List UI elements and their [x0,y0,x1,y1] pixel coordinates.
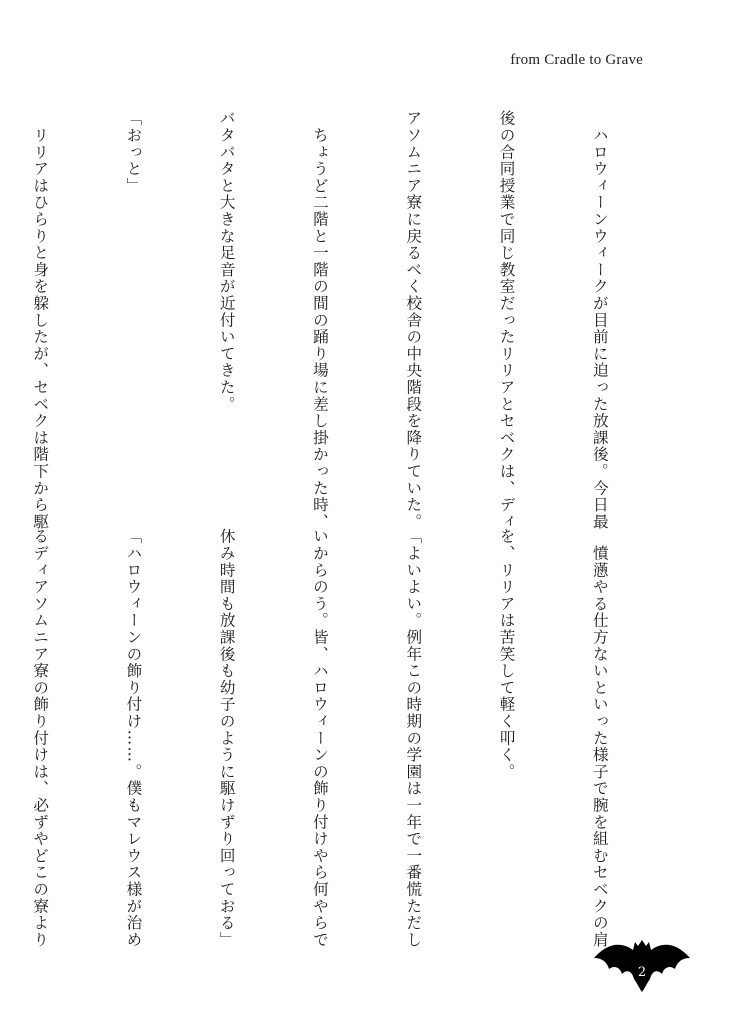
text-line: リリアはひらりと身を躱したが、セベクは階下から駆 [31,110,50,530]
text-line: を、リリアは苦笑して軽く叩く。 [497,528,516,780]
text-line: アソムニア寮に戻るべく校舎の中央階段を降りていた。 [404,110,423,530]
text-line: ハロウィーンウィークが目前に迫った放課後。今日最 [590,110,609,530]
text-line: ちょうど二階と一階の間の踊り場に差し掛かった時、 [310,110,329,530]
text-line: 「おっと」 [124,110,143,194]
text-line: 後の合同授業で同じ教室だったリリアとセベクは、ディ [497,110,516,530]
page-number: 2 [637,965,647,980]
text-line: 「ハロウィーンの飾り付け……。僕もマレウス様が治め [124,528,143,948]
lower-text-block [31,528,677,948]
text-line: るディアソムニア寮の飾り付けは、必ずやどこの寮より [31,528,50,948]
text-line: 「よいよい。例年この時期の学園は一年で一番慌ただし [404,528,423,948]
text-line: 憤懣やる仕方ないといった様子で腕を組むセベクの肩 [590,528,609,948]
text-line: いからのう。皆、ハロウィーンの飾り付けやら何やらで [310,528,329,948]
running-header: from Cradle to Grave [510,52,643,68]
upper-text-block [31,110,677,530]
text-line: 休み時間も放課後も幼子のように駆けずり回っておる」 [217,528,236,948]
text-line: バタバタと大きな足音が近付いてきた。 [217,110,236,413]
